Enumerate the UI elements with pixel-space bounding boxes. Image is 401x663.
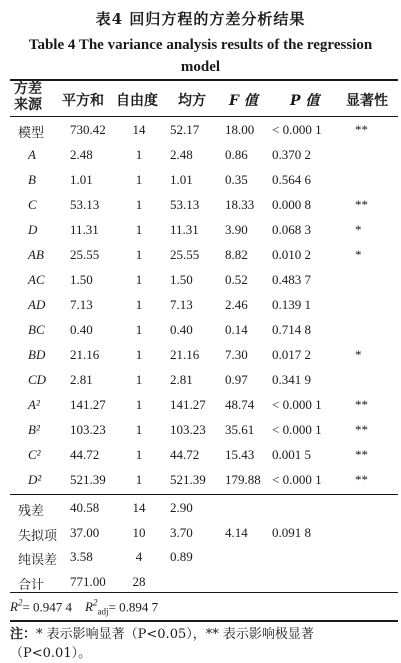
cell-sum-of-squares: 3.58	[70, 549, 93, 564]
cell-f-value: 0.35	[225, 172, 248, 187]
cell-degrees-of-freedom: 1	[135, 147, 143, 162]
cell-p-value: 0.564 6	[272, 172, 311, 187]
cell-significance: **	[355, 422, 368, 437]
cell-degrees-of-freedom: 1	[135, 472, 143, 487]
table-row	[0, 118, 401, 143]
cell-sum-of-squares: 730.42	[70, 122, 106, 137]
cell-source: D	[28, 222, 38, 237]
cell-significance: **	[355, 472, 368, 487]
cell-mean-square: 1.50	[170, 272, 193, 287]
cell-mean-square: 7.13	[170, 297, 193, 312]
table-row	[0, 343, 401, 368]
cell-f-value: 4.14	[225, 524, 248, 540]
cell-f-value: 179.88	[225, 472, 261, 487]
cell-source: B²	[28, 422, 40, 437]
cell-f-value: 18.33	[225, 197, 255, 212]
cell-p-value: 0.139 1	[272, 297, 311, 312]
cell-mean-square: 53.13	[170, 197, 200, 212]
r2-rule	[10, 592, 398, 593]
cell-source: A	[28, 147, 36, 162]
cell-significance: *	[355, 222, 362, 237]
header-rule	[10, 116, 398, 117]
cell-f-value: 35.61	[225, 422, 255, 437]
r2-label: $R^2$	[10, 598, 23, 615]
cell-mean-square: 2.90	[170, 500, 193, 515]
cell-f-value: 2.46	[225, 297, 248, 312]
cell-source: 模型	[18, 126, 45, 141]
mid-rule	[10, 494, 398, 495]
table-title-en: Table 4 The variance analysis results of the regression model	[28, 37, 373, 75]
cell-significance: *	[355, 247, 362, 262]
table-note	[10, 625, 394, 663]
cell-p-value: 0.010 2	[272, 247, 311, 262]
cell-degrees-of-freedom: 1	[135, 447, 143, 462]
cell-p-value: 0.341 9	[272, 372, 311, 387]
header-source	[14, 81, 42, 113]
cell-p-value: < 0.000 1	[272, 422, 322, 437]
cell-significance: **	[355, 397, 368, 412]
cell-f-value: 15.43	[225, 447, 255, 462]
cell-mean-square: 44.72	[170, 447, 200, 462]
cell-mean-square: 11.31	[170, 222, 199, 237]
bottom-rule	[10, 620, 398, 622]
cell-degrees-of-freedom: 10	[132, 524, 146, 540]
cell-source: BC	[28, 322, 45, 337]
table-row	[0, 243, 401, 268]
cell-f-value: 0.52	[225, 272, 248, 287]
cell-degrees-of-freedom: 1	[135, 422, 143, 437]
cell-f-value: 8.82	[225, 247, 248, 262]
cell-significance: *	[355, 347, 362, 362]
cell-p-value: 0.000 8	[272, 197, 311, 212]
cell-source: BD	[28, 347, 46, 362]
cell-p-value: < 0.000 1	[272, 472, 322, 487]
cell-degrees-of-freedom: 4	[135, 549, 143, 564]
cell-f-value: 0.14	[225, 322, 248, 337]
cell-p-value: 0.714 8	[272, 322, 311, 337]
cell-mean-square: 3.70	[170, 524, 193, 540]
cell-degrees-of-freedom: 1	[135, 272, 143, 287]
header-f: F 值	[229, 93, 258, 109]
cell-mean-square: 0.89	[170, 549, 193, 564]
cell-sum-of-squares: 521.39	[70, 472, 106, 487]
radj-label: $R^2_{adj}$	[85, 598, 109, 617]
table-row	[0, 393, 401, 418]
cell-f-value: 0.86	[225, 147, 248, 162]
cell-p-value: 0.483 7	[272, 272, 311, 287]
cell-degrees-of-freedom: 1	[135, 222, 143, 237]
r2-line	[10, 598, 158, 617]
cell-sum-of-squares: 1.50	[70, 272, 93, 287]
cell-sum-of-squares: 53.13	[70, 197, 100, 212]
cell-degrees-of-freedom: 1	[135, 322, 143, 337]
table-row	[0, 218, 401, 243]
table-row	[0, 193, 401, 218]
cell-mean-square: 0.40	[170, 322, 193, 337]
cell-source: 合计	[18, 577, 45, 593]
cell-degrees-of-freedom: 1	[135, 397, 143, 412]
cell-source: AC	[28, 272, 45, 287]
header-source-line2: 来源	[14, 97, 42, 113]
cell-significance: **	[355, 197, 368, 212]
cell-mean-square: 103.23	[170, 422, 206, 437]
cell-sum-of-squares: 141.27	[70, 397, 106, 412]
header-ms: 均方	[178, 93, 206, 109]
cell-f-value: 7.30	[225, 347, 248, 362]
header-ss: 平方和	[62, 93, 104, 109]
cell-sum-of-squares: 40.58	[70, 500, 100, 515]
header-p: P 值	[290, 93, 320, 109]
cell-f-value: 48.74	[225, 397, 255, 412]
cell-source: C	[28, 197, 37, 212]
cell-degrees-of-freedom: 14	[132, 122, 146, 137]
cell-source: AD	[28, 297, 46, 312]
cell-degrees-of-freedom: 1	[135, 247, 143, 262]
cell-sum-of-squares: 1.01	[70, 172, 93, 187]
cell-f-value: 3.90	[225, 222, 248, 237]
cell-mean-square: 1.01	[170, 172, 193, 187]
cell-f-value: 0.97	[225, 372, 248, 387]
cell-mean-square: 521.39	[170, 472, 206, 487]
table-row	[0, 443, 401, 468]
table-row	[0, 521, 401, 546]
cell-sum-of-squares: 37.00	[70, 524, 100, 540]
cell-p-value: 0.017 2	[272, 347, 311, 362]
table-row	[0, 318, 401, 343]
cell-p-value: 0.068 3	[272, 222, 311, 237]
table-row	[0, 143, 401, 168]
table-row	[0, 168, 401, 193]
cell-source: C²	[28, 447, 41, 462]
cell-degrees-of-freedom: 1	[135, 347, 143, 362]
cell-mean-square: 2.48	[170, 147, 193, 162]
cell-p-value: 0.001 5	[272, 447, 311, 462]
header-sig: 显著性	[346, 93, 388, 109]
header-source-line1: 方差	[14, 81, 42, 97]
cell-p-value: 0.370 2	[272, 147, 311, 162]
cell-sum-of-squares: 2.48	[70, 147, 93, 162]
cell-significance: **	[355, 122, 368, 137]
cell-sum-of-squares: 7.13	[70, 297, 93, 312]
cell-p-value: < 0.000 1	[272, 122, 322, 137]
cell-mean-square: 25.55	[170, 247, 200, 262]
table-row	[0, 268, 401, 293]
cell-sum-of-squares: 2.81	[70, 372, 93, 387]
cell-sum-of-squares: 25.55	[70, 247, 100, 262]
cell-sum-of-squares: 44.72	[70, 447, 100, 462]
cell-source: CD	[28, 372, 47, 387]
cell-degrees-of-freedom: 14	[132, 500, 146, 515]
cell-source: 残差	[18, 504, 45, 519]
table-row	[0, 570, 401, 595]
table-row	[0, 468, 401, 493]
cell-mean-square: 141.27	[170, 397, 206, 412]
cell-sum-of-squares: 11.31	[70, 222, 99, 237]
cell-degrees-of-freedom: 1	[135, 197, 143, 212]
cell-sum-of-squares: 771.00	[70, 573, 106, 589]
table-title-cn: 表4 回归方程的方差分析结果	[95, 10, 306, 28]
cell-p-value: < 0.000 1	[272, 397, 322, 412]
note-text: * 表示影响显著（P<0.05），** 表示影响极显著（P<0.01）。	[10, 627, 314, 661]
cell-degrees-of-freedom: 1	[135, 172, 143, 187]
note-label: 注：	[10, 627, 37, 642]
cell-mean-square: 2.81	[170, 372, 193, 387]
table-row	[0, 418, 401, 443]
cell-sum-of-squares: 103.23	[70, 422, 106, 437]
cell-significance: **	[355, 447, 368, 462]
cell-sum-of-squares: 0.40	[70, 322, 93, 337]
cell-source: A²	[28, 397, 40, 412]
cell-sum-of-squares: 21.16	[70, 347, 100, 362]
table-row	[0, 545, 401, 570]
cell-degrees-of-freedom: 1	[135, 297, 143, 312]
cell-degrees-of-freedom: 28	[132, 573, 146, 589]
cell-degrees-of-freedom: 1	[135, 372, 143, 387]
table-row	[0, 368, 401, 393]
table-row	[0, 496, 401, 521]
cell-source: 纯误差	[18, 553, 58, 568]
cell-mean-square: 21.16	[170, 347, 200, 362]
cell-f-value: 18.00	[225, 122, 255, 137]
cell-p-value: 0.091 8	[272, 524, 311, 540]
radj-value: = 0.894 7	[108, 599, 159, 615]
r2-value: = 0.947 4	[22, 599, 73, 615]
cell-source: AB	[28, 247, 44, 262]
table-row	[0, 293, 401, 318]
cell-source: B	[28, 172, 36, 187]
header-df: 自由度	[116, 93, 158, 109]
cell-source: 失拟项	[18, 528, 58, 544]
table-header	[0, 80, 401, 116]
cell-source: D²	[28, 472, 42, 487]
cell-mean-square: 52.17	[170, 122, 200, 137]
